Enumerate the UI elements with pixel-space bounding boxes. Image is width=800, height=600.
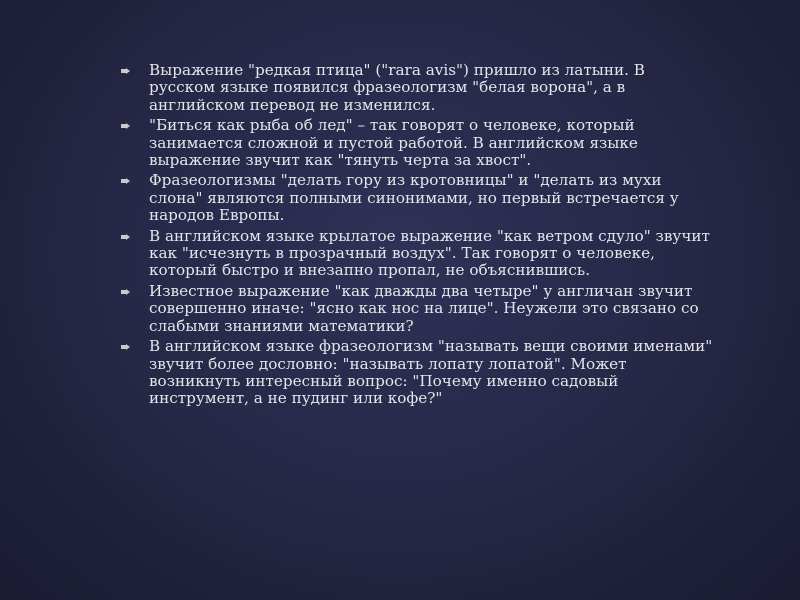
arrow-bullet-icon	[121, 178, 130, 184]
bullet-item	[121, 338, 713, 408]
bullet-text: Известное выражение "как дважды два четыре" у англичан звучит совершенно иначе: "ясно как нос на лице". Неужели это связано со слабыми знаниями математики?	[149, 281, 699, 335]
arrow-bullet-icon	[121, 68, 130, 74]
arrow-bullet-icon	[121, 123, 130, 129]
bullet-item	[121, 117, 713, 169]
bullet-list	[121, 62, 713, 408]
bullet-text: В английском языке крылатое выражение "как ветром сдуло" звучит как "исчезнуть в прозрачный воздух". Так говорят о человеке, который быстро и внезапно пропал, не объяснившись.	[149, 226, 710, 280]
bullet-item	[121, 172, 713, 224]
arrow-bullet-icon	[121, 344, 130, 350]
bullet-item	[121, 62, 713, 114]
slide-body	[121, 62, 713, 411]
bullet-item	[121, 283, 713, 335]
bullet-text: Выражение "редкая птица" ("rara avis") пришло из латыни. В русском языке появился фразеологизм "белая ворона", а в английском перевод не изменился.	[149, 61, 645, 114]
bullet-item	[121, 228, 713, 280]
bullet-text: Фразеологизмы "делать гору из кротовницы" и "делать из мухи слона" являются полными синонимами, но первый встречается у народов Европы.	[149, 171, 679, 225]
arrow-bullet-icon	[121, 289, 130, 295]
arrow-bullet-icon	[121, 234, 130, 240]
bullet-text: В английском языке фразеологизм "называть вещи своими именами" звучит более дословно: "называть лопату лопатой". Может возникнуть интересный вопрос: "Почему именно садовый инструмент, а не пудинг или кофе?"	[149, 337, 713, 408]
bullet-text: "Биться как рыба об лед" – так говорят о человеке, который занимается сложной и пустой работой. В английском языке выражение звучит как "тянуть черта за хвост".	[149, 116, 638, 170]
